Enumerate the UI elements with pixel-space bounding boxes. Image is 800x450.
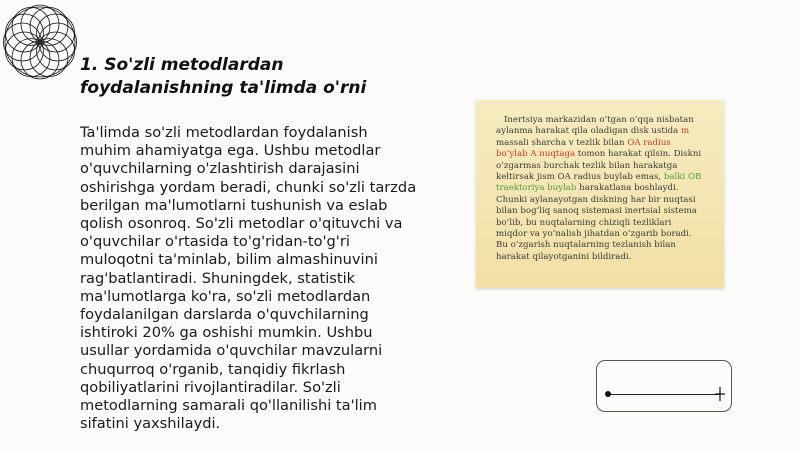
page-title: 1. So'zli metodlardan foydalanishning ta'limda o'rni	[80, 55, 367, 98]
note-segment: tomon harakat qilsin. Diskni o’zgarmas burchak tezlik bilan harakatga keltirsak jism OA radius buylab emas,	[496, 149, 702, 183]
timeline-slider[interactable]	[596, 360, 732, 412]
crosshair-icon[interactable]	[714, 387, 726, 401]
dot-icon[interactable]	[605, 391, 611, 397]
slider-track[interactable]	[608, 394, 720, 395]
note-text	[496, 115, 704, 263]
body-paragraph: Ta'limda so'zli metodlardan foydalanish muhim ahamiyatga ega. Ushbu metodlar o'quvchilarning o'zlashtirish darajasini oshirishga yordam beradi, chunki so'zli tarzda berilgan ma'lumotlarni tushunish va eslab qolish osonroq. So'zli metodlar o'qituvchi va o'quvchilar o'rtasida to'g'ridan-to'g'ri muloqotni ta'minlab, bilim almashinuvini rag'batlantiradi. Shuningdek, statistik ma'lumotlarga ko'ra, so'zli metodlardan foydalanilgan darslarda o'quvchilarning ishtiroki 20% ga oshishi mumkin. Ushbu usullar yordamida o'quvchilar mavzularni chuqurroq o'rganib, tanqidiy fikrlash qobiliyatlarini rivojlantiradilar. So'zli metodlarning samarali qo'llanilishi ta'lim sifatini yaxshilaydi.	[80, 124, 417, 433]
note-segment: harakatlana boshlaydi. Chunki aylanayotgan diskning har bir nuqtasi bilan bog’liq sanoq sistemasi inertsial sistema bo’lib, bu nuqtalarning chiziqli tezliklari miqdor va yo’nalish jihatdan o’zgarib boradi. Bu o’zgarish nuqtalarning tezlanish bilan harakat qilayotganini bildiradi.	[496, 183, 697, 262]
note-segment: Inertsiya markazidan o’tgan o’qqa nisbatan aylanma harakat qila oladigan disk ustida	[496, 115, 694, 137]
note-segment: massali sharcha v tezlik bilan	[496, 137, 628, 148]
physics-note-image	[476, 100, 724, 288]
note-highlight-green: balki OB traektoriya buylab	[496, 172, 702, 194]
note-highlight-red: OA radius bo’ylab A nuqtaga	[496, 137, 671, 160]
spirograph-logo-icon	[2, 4, 78, 80]
note-highlight-red: m	[680, 126, 690, 137]
